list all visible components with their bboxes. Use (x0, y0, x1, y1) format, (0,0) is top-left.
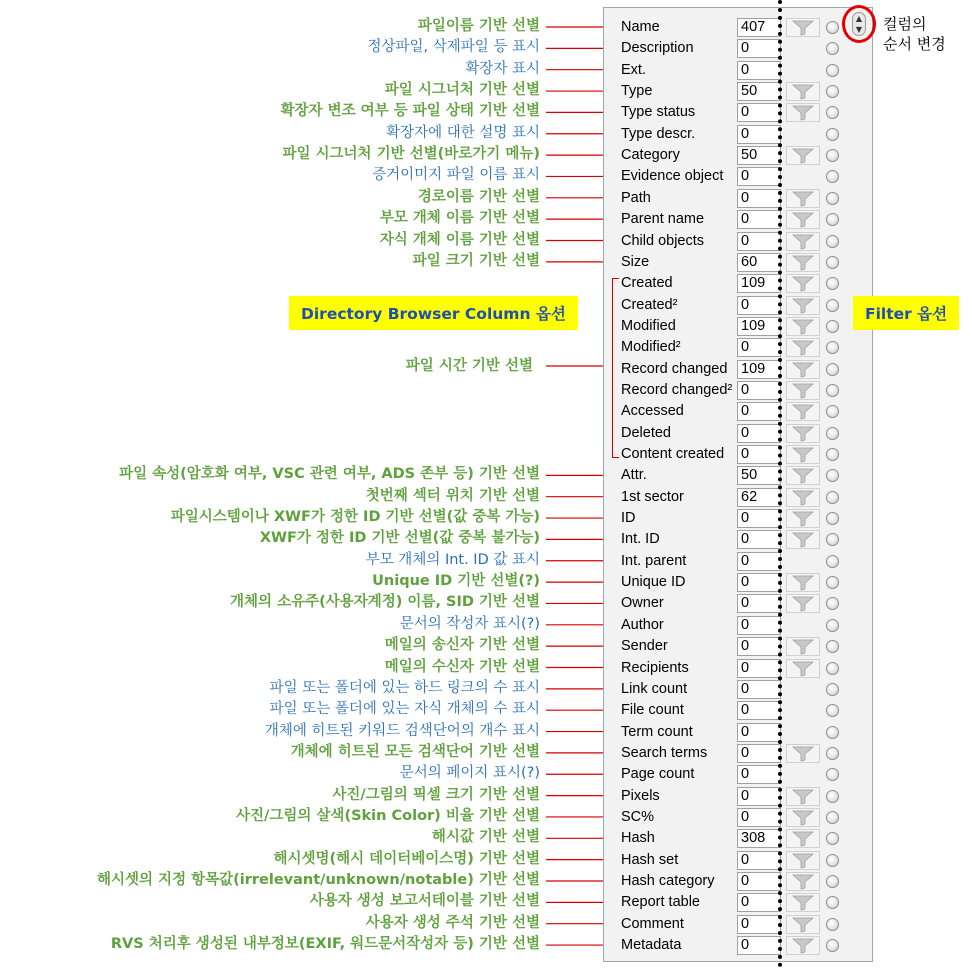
funnel-icon (786, 872, 820, 891)
column-width-input[interactable]: 0 (737, 594, 781, 613)
funnel-icon (786, 488, 820, 507)
file-time-bracket (612, 278, 619, 458)
funnel-icon (786, 18, 820, 37)
column-name-label: Content created (621, 446, 725, 462)
column-option-row (604, 637, 872, 658)
column-option-row (604, 274, 872, 295)
column-order-radio[interactable] (826, 875, 839, 888)
column-order-radio[interactable] (826, 21, 839, 34)
funnel-icon (786, 594, 820, 613)
chevron-down-icon[interactable]: ▼ (855, 25, 863, 34)
filter-button[interactable] (786, 659, 820, 678)
directory-browser-option-label: Directory Browser Column 옵션 (289, 296, 578, 330)
column-width-input[interactable]: 0 (737, 445, 781, 464)
annotation-text: 파일 속성(암호화 여부, VSC 관련 여부, ADS 존부 등) 기반 선별 (119, 466, 540, 483)
column-name-label: Report table (621, 894, 700, 911)
column-order-radio[interactable] (826, 299, 839, 312)
column-order-radio[interactable] (826, 427, 839, 440)
column-order-radio[interactable] (826, 149, 839, 162)
column-width-input[interactable]: 0 (737, 232, 781, 251)
column-width-input[interactable]: 50 (737, 82, 781, 101)
column-width-input[interactable]: 0 (737, 573, 781, 592)
column-name-label: Pixels (621, 787, 660, 804)
annotation-text: 자식 개체 이름 기반 선별 (379, 231, 540, 248)
column-width-input[interactable]: 0 (737, 424, 781, 443)
column-order-radio[interactable] (826, 64, 839, 77)
spinner-highlight-circle (842, 5, 876, 43)
funnel-icon (786, 210, 820, 229)
column-order-radio[interactable] (826, 512, 839, 525)
column-option-row (604, 338, 872, 359)
column-name-label: Modified (621, 317, 676, 334)
column-option-row (604, 616, 872, 637)
column-order-radio[interactable] (826, 170, 839, 183)
column-width-input[interactable]: 62 (737, 488, 781, 507)
funnel-icon (786, 787, 820, 806)
column-order-radio[interactable] (826, 704, 839, 717)
column-option-row (604, 296, 872, 317)
column-width-input[interactable]: 308 (737, 829, 781, 848)
column-name-label: Hash (621, 830, 655, 847)
annotation-text: 개체에 히트된 키워드 검색단어의 개수 표시 (264, 722, 540, 739)
annotation-text: 사용자 생성 주석 기반 선별 (365, 914, 540, 931)
column-order-radio[interactable] (826, 384, 839, 397)
annotation-text: 문서의 작성자 표시(?) (399, 615, 540, 632)
funnel-icon (786, 103, 820, 122)
filter-button[interactable] (786, 381, 820, 400)
column-settings-panel (603, 7, 873, 962)
column-option-row (604, 232, 872, 253)
annotation-text: 파일시스템이나 XWF가 정한 ID 기반 선별(값 중복 가능) (170, 509, 540, 526)
filter-button[interactable] (786, 146, 820, 165)
chevron-up-icon[interactable]: ▲ (855, 14, 863, 23)
funnel-icon (786, 509, 820, 528)
column-option-row (604, 936, 872, 957)
column-name-label: Ext. (621, 61, 646, 78)
filter-button[interactable] (786, 872, 820, 891)
column-name-label: Record changed (621, 360, 728, 377)
column-option-row (604, 18, 872, 39)
column-option-row (604, 82, 872, 103)
annotation-text: 파일이름 기반 선별 (417, 18, 540, 34)
column-option-row (604, 103, 872, 124)
column-width-input[interactable]: 0 (737, 210, 781, 229)
annotation-text: 문서의 페이지 표시(?) (399, 765, 540, 782)
funnel-icon (786, 659, 820, 678)
column-order-radio[interactable] (826, 533, 839, 546)
filter-button[interactable] (786, 18, 820, 37)
filter-button[interactable] (786, 296, 820, 315)
column-width-input[interactable]: 0 (737, 765, 781, 784)
funnel-icon (786, 274, 820, 293)
column-width-input[interactable]: 0 (737, 39, 781, 58)
filter-button[interactable] (786, 787, 820, 806)
column-name-label: Description (621, 40, 694, 57)
column-order-radio[interactable] (826, 640, 839, 653)
column-name-label: Author (621, 616, 664, 633)
column-width-input[interactable]: 0 (737, 637, 781, 656)
funnel-icon (786, 402, 820, 421)
column-order-radio[interactable] (826, 42, 839, 55)
funnel-icon (786, 82, 820, 101)
filter-button[interactable] (786, 445, 820, 464)
column-name-label: Hash set (621, 851, 679, 868)
column-option-row (604, 146, 872, 167)
annotation-text: 파일 또는 폴더에 있는 하드 링크의 수 표시 (269, 679, 540, 696)
column-option-row (604, 210, 872, 231)
column-option-row (604, 167, 872, 188)
column-width-input[interactable]: 0 (737, 787, 781, 806)
column-name-label: Type status (621, 104, 696, 121)
column-width-input[interactable]: 0 (737, 61, 781, 80)
column-option-row (604, 765, 872, 786)
column-option-row (604, 360, 872, 381)
column-order-radio[interactable] (826, 235, 839, 248)
column-width-input[interactable]: 109 (737, 317, 781, 336)
annotation-text: 정상파일, 삭제파일 등 표시 (367, 39, 540, 56)
filter-button[interactable] (786, 103, 820, 122)
filter-option-label: Filter 옵션 (853, 296, 959, 330)
annotation-text: 메일의 수신자 기반 선별 (384, 658, 540, 675)
column-width-input[interactable]: 0 (737, 744, 781, 763)
column-option-row (604, 594, 872, 615)
column-order-radio[interactable] (826, 320, 839, 333)
column-width-input[interactable]: 0 (737, 125, 781, 144)
column-width-input[interactable]: 0 (737, 915, 781, 934)
column-width-input[interactable]: 407 (737, 18, 781, 37)
column-option-row (604, 189, 872, 210)
filter-button[interactable] (786, 360, 820, 379)
column-option-row (604, 851, 872, 872)
column-order-radio[interactable] (826, 555, 839, 568)
column-width-input[interactable]: 0 (737, 402, 781, 421)
column-order-radio[interactable] (826, 811, 839, 824)
funnel-icon (786, 936, 820, 955)
filter-button[interactable] (786, 594, 820, 613)
column-name-label: Hash category (621, 873, 715, 889)
column-width-input[interactable]: 0 (737, 893, 781, 912)
column-order-radio[interactable] (826, 918, 839, 931)
column-order-radio[interactable] (826, 576, 839, 589)
column-option-row (604, 893, 872, 914)
column-name-label: Modified² (621, 339, 681, 356)
filter-button[interactable] (786, 573, 820, 592)
column-name-label: Sender (621, 638, 668, 655)
filter-button[interactable] (786, 488, 820, 507)
annotation-text: 부모 개체의 Int. ID 값 표시 (365, 551, 540, 568)
column-width-input[interactable]: 60 (737, 253, 781, 272)
column-name-label: Term count (621, 723, 693, 740)
column-width-input[interactable]: 0 (737, 701, 781, 720)
column-order-radio[interactable] (826, 85, 839, 98)
column-name-label: Int. ID (621, 531, 660, 548)
column-name-label: SC% (621, 808, 655, 825)
column-order-radio[interactable] (826, 106, 839, 119)
funnel-icon (786, 573, 820, 592)
column-width-input[interactable]: 0 (737, 189, 781, 208)
annotation-text: 확장자 표시 (465, 60, 540, 77)
column-name-label: Unique ID (621, 574, 686, 591)
column-order-radio[interactable] (826, 619, 839, 632)
column-name-label: 1st sector (621, 488, 684, 505)
funnel-icon (786, 146, 820, 165)
column-order-radio[interactable] (826, 448, 839, 461)
column-option-row (604, 659, 872, 680)
annotation-text: 경로이름 기반 선별 (417, 188, 540, 205)
column-order-radio[interactable] (826, 128, 839, 141)
funnel-icon (786, 829, 820, 848)
column-option-row (604, 317, 872, 338)
funnel-icon (786, 232, 820, 251)
funnel-icon (786, 253, 820, 272)
file-time-annotation: 파일 시간 기반 선별 (405, 358, 533, 374)
column-name-label: Metadata (621, 937, 682, 954)
column-option-row (604, 723, 872, 744)
funnel-icon (786, 530, 820, 549)
annotation-text: 해시값 기반 선별 (431, 829, 540, 846)
column-name-label: Page count (621, 766, 695, 783)
column-width-input[interactable]: 0 (737, 680, 781, 699)
column-option-row (604, 530, 872, 551)
annotation-text: 개체의 소유주(사용자계정) 이름, SID 기반 선별 (230, 594, 540, 611)
column-width-input[interactable]: 109 (737, 274, 781, 293)
column-option-row (604, 787, 872, 808)
column-name-label: Comment (621, 915, 684, 932)
column-width-input[interactable]: 0 (737, 338, 781, 357)
column-name-label: Type descr. (621, 125, 696, 142)
column-name-label: Created² (621, 296, 678, 313)
funnel-icon (786, 808, 820, 827)
column-order-radio[interactable] (826, 405, 839, 418)
annotation-text: 사진/그림의 살색(Skin Color) 비율 기반 선별 (236, 807, 540, 824)
annotation-text: 증거이미지 파일 이름 표시 (372, 167, 540, 184)
column-order-radio[interactable] (826, 683, 839, 696)
column-order-radio[interactable] (826, 939, 839, 952)
dotted-divider (778, 0, 782, 968)
column-name-label: Deleted (621, 424, 671, 441)
filter-button[interactable] (786, 253, 820, 272)
annotation-text: 확장자에 대한 설명 표시 (386, 124, 540, 141)
funnel-icon (786, 381, 820, 400)
annotation-text: 파일 시그너처 기반 선별(바로가기 메뉴) (282, 146, 540, 163)
filter-button[interactable] (786, 274, 820, 293)
column-option-row (604, 445, 872, 466)
column-name-label: Record changed² (621, 381, 733, 398)
funnel-icon (786, 637, 820, 656)
column-name-label: Category (621, 147, 680, 164)
annotation-text: 메일의 송신자 기반 선별 (384, 637, 540, 654)
filter-button[interactable] (786, 851, 820, 870)
column-option-row (604, 744, 872, 765)
annotation-text: 파일 또는 폴더에 있는 자식 개체의 수 표시 (269, 701, 540, 718)
column-width-input[interactable]: 0 (737, 808, 781, 827)
column-option-row (604, 573, 872, 594)
annotation-text: 부모 개체 이름 기반 선별 (379, 210, 540, 227)
funnel-icon (786, 445, 820, 464)
funnel-icon (786, 893, 820, 912)
column-order-radio[interactable] (826, 747, 839, 760)
column-option-row (604, 253, 872, 274)
filter-button[interactable] (786, 893, 820, 912)
funnel-icon (786, 851, 820, 870)
annotation-text: 확장자 변조 여부 등 파일 상태 기반 선별 (280, 103, 540, 120)
column-option-row (604, 39, 872, 60)
column-width-input[interactable]: 0 (737, 616, 781, 635)
column-order-radio[interactable] (826, 597, 839, 610)
column-name-label: Int. parent (621, 552, 687, 569)
filter-button[interactable] (786, 509, 820, 528)
column-option-row (604, 125, 872, 146)
column-order-radio[interactable] (826, 277, 839, 290)
annotation-text: 해시셋명(해시 데이터베이스명) 기반 선별 (273, 850, 540, 867)
column-order-radio[interactable] (826, 363, 839, 376)
annotation-text: 첫번째 섹터 위치 기반 선별 (365, 487, 540, 504)
column-order-radio[interactable] (826, 854, 839, 867)
annotation-text: 개체에 히트된 모든 검색단어 기반 선별 (290, 743, 540, 760)
column-option-row (604, 381, 872, 402)
column-width-input[interactable]: 50 (737, 466, 781, 485)
column-name-label: Evidence object (621, 168, 724, 185)
column-order-radio[interactable] (826, 726, 839, 739)
annotation-text: 사진/그림의 픽셀 크기 기반 선별 (332, 786, 540, 803)
column-option-row (604, 701, 872, 722)
column-order-radio[interactable] (826, 213, 839, 226)
column-option-row (604, 466, 872, 487)
column-option-row (604, 402, 872, 423)
column-width-input[interactable]: 0 (737, 167, 781, 186)
filter-button[interactable] (786, 232, 820, 251)
funnel-icon (786, 424, 820, 443)
column-width-input[interactable]: 0 (737, 103, 781, 122)
annotation-text: 파일 크기 기반 선별 (412, 252, 540, 269)
annotation-text: 사용자 생성 보고서테이블 기반 선별 (309, 893, 540, 910)
filter-button[interactable] (786, 915, 820, 934)
column-width-input[interactable]: 0 (737, 936, 781, 955)
funnel-icon (786, 189, 820, 208)
funnel-icon (786, 466, 820, 485)
column-name-label: Recipients (621, 659, 689, 676)
filter-button[interactable] (786, 466, 820, 485)
annotation-text: XWF가 정한 ID 기반 선별(값 중복 불가능) (259, 530, 540, 547)
column-order-radio[interactable] (826, 896, 839, 909)
filter-button[interactable] (786, 82, 820, 101)
column-option-row (604, 552, 872, 573)
funnel-icon (786, 296, 820, 315)
funnel-icon (786, 744, 820, 763)
column-order-radio[interactable] (826, 192, 839, 205)
column-option-row (604, 680, 872, 701)
annotation-text: 해시셋의 지정 항목값(irrelevant/unknown/notable) 기반 선별 (96, 872, 540, 888)
column-name-label: Created (621, 275, 673, 292)
filter-button[interactable] (786, 744, 820, 763)
column-option-row (604, 424, 872, 445)
column-option-row (604, 872, 872, 893)
column-width-input[interactable]: 50 (737, 146, 781, 165)
column-name-label: Owner (621, 595, 664, 612)
annotation-text: 파일 시그너처 기반 선별 (384, 82, 540, 99)
column-option-row (604, 488, 872, 509)
funnel-icon (786, 915, 820, 934)
column-order-radio[interactable] (826, 256, 839, 269)
column-width-input[interactable]: 0 (737, 851, 781, 870)
column-order-radio[interactable] (826, 469, 839, 482)
column-name-label: Parent name (621, 211, 705, 228)
column-name-label: Path (621, 189, 651, 206)
column-name-label: Link count (621, 680, 688, 697)
column-option-row (604, 509, 872, 530)
column-order-radio[interactable] (826, 790, 839, 803)
column-order-radio[interactable] (826, 662, 839, 675)
funnel-icon (786, 360, 820, 379)
column-order-radio[interactable] (826, 832, 839, 845)
column-width-input[interactable]: 109 (737, 360, 781, 379)
filter-button[interactable] (786, 424, 820, 443)
filter-button[interactable] (786, 829, 820, 848)
column-order-radio[interactable] (826, 341, 839, 354)
column-name-label: Search terms (621, 744, 708, 761)
funnel-icon (786, 317, 820, 336)
column-width-input[interactable]: 0 (737, 509, 781, 528)
column-name-label: Attr. (621, 467, 647, 484)
column-name-label: Accessed (621, 403, 684, 420)
column-order-radio[interactable] (826, 768, 839, 781)
column-order-radio[interactable] (826, 491, 839, 504)
filter-button[interactable] (786, 936, 820, 955)
column-width-input[interactable]: 0 (737, 381, 781, 400)
filter-button[interactable] (786, 637, 820, 656)
column-name-label: File count (621, 702, 684, 719)
column-order-label: 컬럼의 순서 변경 (883, 15, 946, 53)
filter-button[interactable] (786, 338, 820, 357)
funnel-icon (786, 338, 820, 357)
column-name-label: ID (621, 510, 636, 527)
filter-button[interactable] (786, 402, 820, 421)
column-width-input[interactable]: 0 (737, 552, 781, 571)
filter-button[interactable] (786, 317, 820, 336)
column-option-row (604, 829, 872, 850)
column-width-input[interactable]: 0 (737, 659, 781, 678)
filter-button[interactable] (786, 530, 820, 549)
column-name-label: Type (621, 83, 653, 100)
column-name-label: Size (621, 253, 650, 270)
column-width-input[interactable]: 0 (737, 872, 781, 891)
column-width-input[interactable]: 0 (737, 723, 781, 742)
filter-button[interactable] (786, 210, 820, 229)
annotation-text: Unique ID 기반 선별(?) (372, 573, 540, 590)
column-option-row (604, 61, 872, 82)
column-option-row (604, 808, 872, 829)
filter-button[interactable] (786, 189, 820, 208)
column-name-label: Name (621, 19, 660, 35)
column-name-label: Child objects (621, 232, 705, 249)
column-option-row (604, 915, 872, 936)
filter-button[interactable] (786, 808, 820, 827)
column-width-input[interactable]: 0 (737, 296, 781, 315)
annotation-text: RVS 처리후 생성된 내부정보(EXIF, 워드문서작성자 등) 기반 선별 (110, 936, 540, 953)
column-width-input[interactable]: 0 (737, 530, 781, 549)
